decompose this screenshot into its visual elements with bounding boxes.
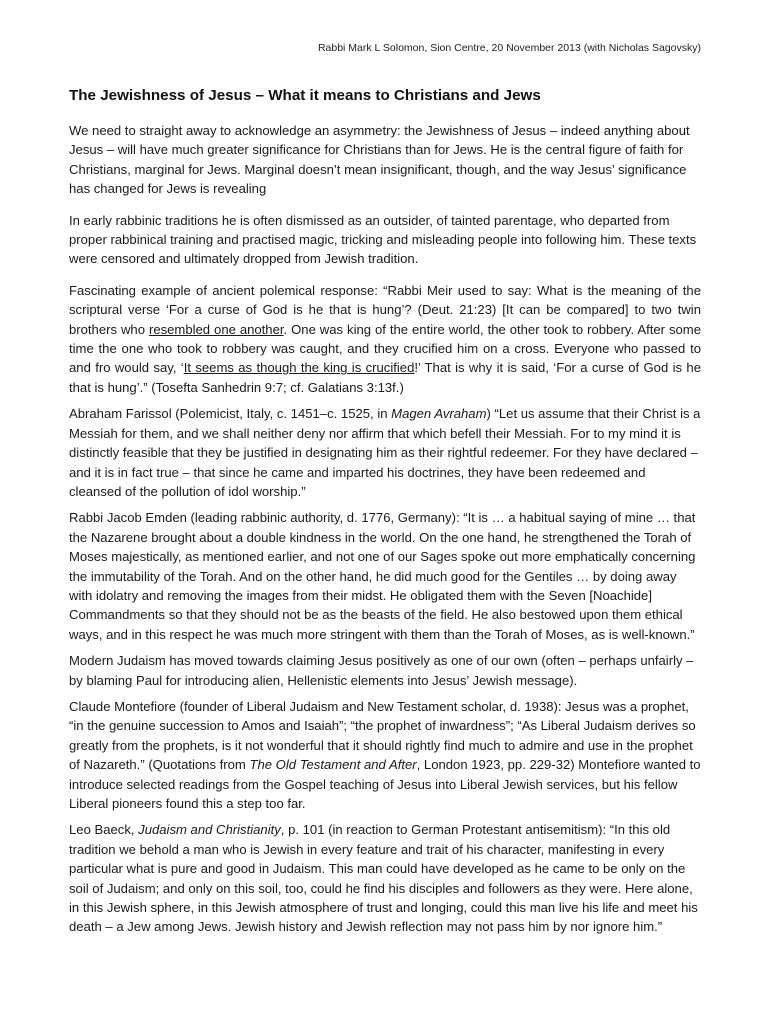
text-span: , London 1923, pp. 229-32) Montefiore wanted to introduce selected readings from the Gospel teaching of Jesus into Liberal Jewish services, but his fellow Liberal pioneers found this a step too far. [69,757,701,811]
text-span: Fascinating example of ancient polemical response: “Rabbi Meir used to say: What is the meaning of the scriptural verse ‘For a curse of God is he that is hung’? (Deut. 21:23) [It can be compared] to two twin brothers who [69,282,701,337]
paragraph-farissol [69,404,701,501]
italic-title: Magen Avraham [391,406,487,422]
paragraph-early-rabbinic: In early rabbinic traditions he is often dismissed as an outsider, of tainted parentage, who departed from proper rabbinical training and practised magic, tricking and misleading people into following him. These texts were censored and ultimately dropped from Jewish tradition. [69,212,697,267]
paragraph-modern-judaism: Modern Judaism has moved towards claiming Jesus positively as one of our own (often – perhaps unfairly – by blaming Paul for introducing alien, Hellenistic elements into Jesus’ Jewish message). [69,653,694,688]
text-span: Abraham Farissol (Polemicist, Italy, c. 1451–c. 1525, in [69,406,392,422]
document-body [69,121,701,937]
italic-title: The Old Testament and After [249,757,417,773]
document-title: The Jewishness of Jesus – What it means to Christians and Jews [69,87,541,104]
page-header-byline: Rabbi Mark L Solomon, Sion Centre, 20 November 2013 (with Nicholas Sagovsky) [317,42,701,54]
text-span: Claude Montefiore (founder of Liberal Judaism and New Testament scholar, d. 1938): Jesus was a prophet, “in the genuine succession to Amos and Isaiah”; “the prophet of inwardness”; “As Liberal Judaism derives so greatly from the prophets, is it not wonderful that it should rightly find much to admire and use in the prophet of Nazareth.” (Quotations from [69,698,696,773]
underlined-text: It seems as though the king is crucified [183,360,415,376]
paragraph-emden: Rabbi Jacob Emden (leading rabbinic authority, d. 1776, Germany): “It is … a habitual saying of mine … that the Nazarene brought about a double kindness in the world. On the one hand, he strengthened the Torah of Moses majestically, as mentioned earlier, and not one of our Sages spoke out more emphatically concerning the immutability of the Torah. And on the other hand, he did much good for the Gentiles … by doing away with idolatry and removing the images from their midst. He obligated them with the Seven [Noachide] Commandments so that they should not be as the beasts of the field. He also bestowed upon them ethical ways, and in this respect he was much more stringent with them than the Torah of Moses, as is well-known.” [69,510,696,642]
paragraph-baeck [69,820,701,936]
underlined-text: resembled one another [148,321,284,337]
text-span: . One was king of the entire world, the other took to robbery. After some time the one who took to robbery was caught, and they crucified him on a cross. Everyone who passed to and fro would say, ‘ [69,321,701,376]
text-span: !’ That is why it is said, ‘For a curse of God is he that is hung’.” (Tosefta Sanhedrin 9:7; cf. Galatians 3:13f.) [69,360,701,395]
italic-title: Judaism and Christianity [138,822,281,838]
text-span: Leo Baeck, [69,822,139,838]
paragraph-asymmetry: We need to straight away to acknowledge an asymmetry: the Jewishness of Jesus – indeed anything about Jesus – will have much greater significance for Christians than for Jews. He is the central figure of faith for Christians, marginal for Jews. Marginal doesn’t mean insignificant, though, and the way Jesus’ significance has changed for Jews is revealing [69,123,690,197]
text-span: ) “Let us assume that their Christ is a Messiah for them, and we shall neither deny nor affirm that which befell their Messiah. For to my mind it is distinctly feasible that they be justified in designating him as their rightful redeemer. For they have declared – and it is in fact true – that since he came and imparted his doctrines, they have been redeemed and cleansed of the pollution of idol worship.” [69,406,701,499]
paragraph-montefiore [69,697,701,813]
text-span: , p. 101 (in reaction to German Protestant antisemitism): “In this old tradition we behold a man who is Jewish in every feature and trait of his character, manifesting in every particular what is pure and good in Judaism. This man could have developed as he came to be only on the soil of Judaism; and only on this soil, too, could he find his disciples and followers as they were. Here alone, in this Jewish sphere, in this Jewish atmosphere of trust and longing, could this man live his life and meet his death – a Jew among Jews. Jewish history and Jewish reflection may not pass him by nor ignore him.” [69,822,698,935]
paragraph-polemical-example [69,281,701,397]
